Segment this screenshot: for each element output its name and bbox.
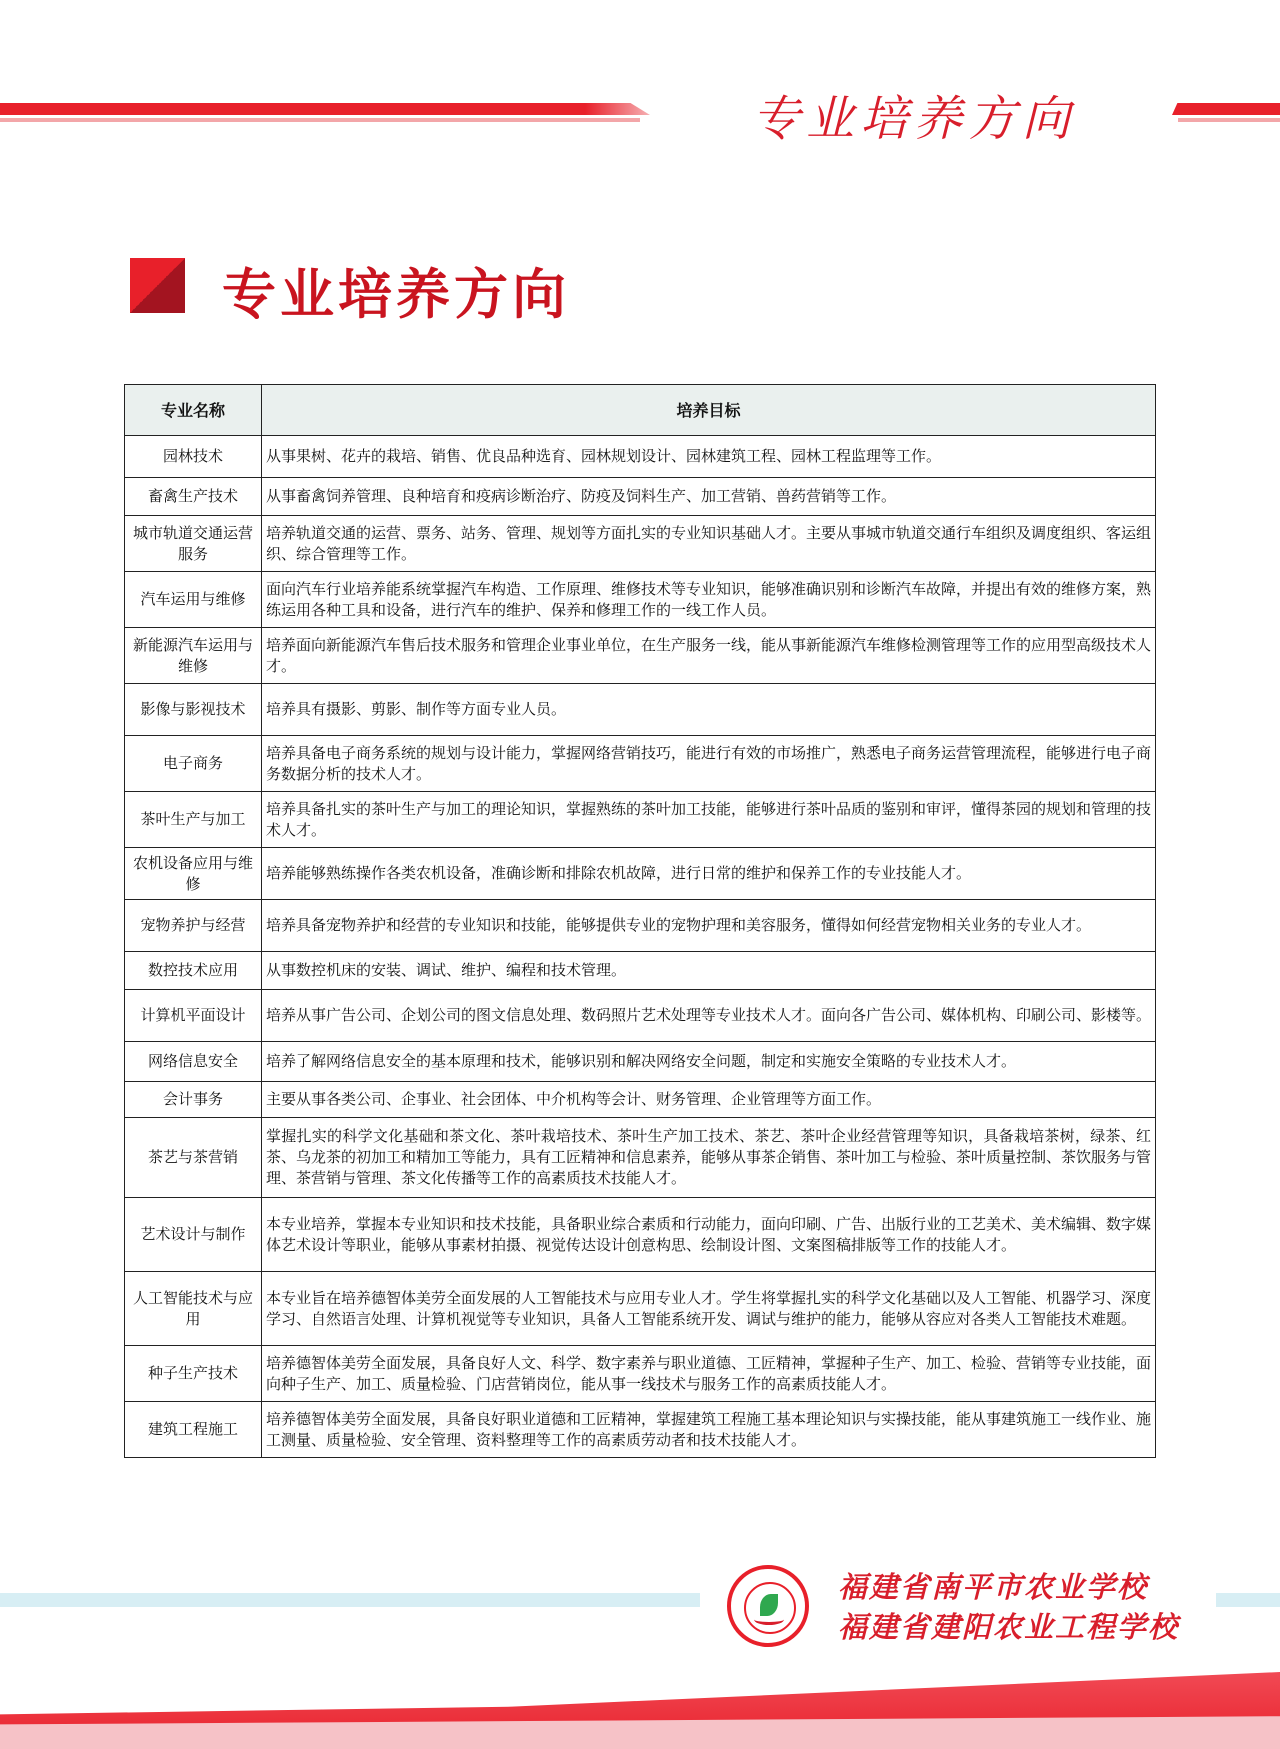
training-goal-cell: 掌握扎实的科学文化基础和茶文化、茶叶栽培技术、茶叶生产加工技术、茶艺、茶叶企业经营管理等知识，具备栽培茶树，绿茶、红茶、乌龙茶的初加工和精加工等能力，具有工匠精神和信息素养，能够从事茶企销售、茶叶加工与检验、茶叶质量控制、茶饮服务与管理、茶营销与管理、茶文化传播等工作的高素质技术技能人才。 xyxy=(262,1118,1156,1198)
training-goal-cell: 从事畜禽饲养管理、良种培育和疫病诊断治疗、防疫及饲料生产、加工营销、兽药营销等工作。 xyxy=(262,478,1156,516)
table-row xyxy=(125,736,1156,792)
training-goal-cell: 培养能够熟练操作各类农机设备，准确诊断和排除农机故障，进行日常的维护和保养工作的专业技能人才。 xyxy=(262,848,1156,900)
book-icon xyxy=(754,1614,784,1625)
training-goal-cell: 培养面向新能源汽车售后技术服务和管理企业事业单位，在生产服务一线，能从事新能源汽车维修检测管理等工作的应用型高级技术人才。 xyxy=(262,628,1156,684)
training-goal-cell: 培养了解网络信息安全的基本原理和技术，能够识别和解决网络安全问题，制定和实施安全策略的专业技术人才。 xyxy=(262,1042,1156,1082)
section-title: 专业培养方向 xyxy=(222,263,570,326)
major-name-cell: 新能源汽车运用与维修 xyxy=(125,628,262,684)
top-decor-line-left xyxy=(0,118,640,122)
table-row xyxy=(125,478,1156,516)
major-name-cell: 建筑工程施工 xyxy=(125,1402,262,1458)
table-body xyxy=(125,436,1156,1458)
table-row xyxy=(125,684,1156,736)
bottom-decor-bar-right xyxy=(1216,1593,1280,1607)
training-goal-cell: 培养德智体美劳全面发展，具备良好人文、科学、数字素养与职业道德、工匠精神，掌握种子生产、加工、检验、营销等专业技能，面向种子生产、加工、质量检验、门店营销岗位，能从事一线技术与服务工作的高素质技能人才。 xyxy=(262,1346,1156,1402)
school-names xyxy=(838,1567,1179,1647)
training-goal-cell: 培养具备宠物养护和经营的专业知识和技能，能够提供专业的宠物护理和美容服务，懂得如何经营宠物相关业务的专业人才。 xyxy=(262,900,1156,952)
top-decor-line-right xyxy=(1178,118,1280,122)
major-name-cell: 汽车运用与维修 xyxy=(125,572,262,628)
leaf-icon xyxy=(760,1594,778,1616)
major-name-cell: 电子商务 xyxy=(125,736,262,792)
top-decor-bar-left xyxy=(0,103,650,115)
table-header-row xyxy=(125,385,1156,436)
major-name-cell: 数控技术应用 xyxy=(125,952,262,990)
table-row xyxy=(125,1346,1156,1402)
training-goal-cell: 主要从事各类公司、企事业、社会团体、中介机构等会计、财务管理、企业管理等方面工作。 xyxy=(262,1082,1156,1118)
table-row xyxy=(125,900,1156,952)
bottom-decor-bar-left xyxy=(0,1593,700,1607)
major-name-cell: 艺术设计与制作 xyxy=(125,1198,262,1272)
major-name-cell: 会计事务 xyxy=(125,1082,262,1118)
major-name-cell: 人工智能技术与应用 xyxy=(125,1272,262,1346)
major-name-cell: 园林技术 xyxy=(125,436,262,478)
major-name-cell: 宠物养护与经营 xyxy=(125,900,262,952)
training-goal-cell: 培养从事广告公司、企划公司的图文信息处理、数码照片艺术处理等专业技术人才。面向各广告公司、媒体机构、印刷公司、影楼等。 xyxy=(262,990,1156,1042)
training-goal-cell: 培养轨道交通的运营、票务、站务、管理、规划等方面扎实的专业知识基础人才。主要从事城市轨道交通行车组织及调度组织、客运组织、综合管理等工作。 xyxy=(262,516,1156,572)
emblem-inner-ring xyxy=(744,1582,796,1634)
table-row xyxy=(125,572,1156,628)
table-row xyxy=(125,516,1156,572)
table-row xyxy=(125,952,1156,990)
table-row xyxy=(125,848,1156,900)
school-name-2: 福建省建阳农业工程学校 xyxy=(838,1610,1180,1644)
major-name-cell: 畜禽生产技术 xyxy=(125,478,262,516)
table-row xyxy=(125,792,1156,848)
top-decor-bar-right xyxy=(1172,103,1280,115)
major-name-cell: 种子生产技术 xyxy=(125,1346,262,1402)
major-name-cell: 网络信息安全 xyxy=(125,1042,262,1082)
training-goal-cell: 培养具备电子商务系统的规划与设计能力，掌握网络营销技巧，能进行有效的市场推广，熟悉电子商务运营管理流程，能够进行电子商务数据分析的技术人才。 xyxy=(262,736,1156,792)
table-row xyxy=(125,1272,1156,1346)
training-goal-cell: 培养德智体美劳全面发展，具备良好职业道德和工匠精神，掌握建筑工程施工基本理论知识与实操技能，能从事建筑施工一线作业、施工测量、质量检验、安全管理、资料整理等工作的高素质劳动者和技术技能人才。 xyxy=(262,1402,1156,1458)
training-goal-cell: 培养具有摄影、剪影、制作等方面专业人员。 xyxy=(262,684,1156,736)
training-goal-cell: 面向汽车行业培养能系统掌握汽车构造、工作原理、维修技术等专业知识，能够准确识别和诊断汽车故障，并提出有效的维修方案，熟练运用各种工具和设备，进行汽车的维护、保养和修理工作的一线工作人员。 xyxy=(262,572,1156,628)
training-goal-cell: 培养具备扎实的茶叶生产与加工的理论知识，掌握熟练的茶叶加工技能，能够进行茶叶品质的鉴别和审评，懂得茶园的规划和管理的技术人才。 xyxy=(262,792,1156,848)
training-goal-cell: 本专业培养，掌握本专业知识和技术技能，具备职业综合素质和行动能力，面向印刷、广告、出版行业的工艺美术、美术编辑、数字媒体艺术设计等职业，能够从事素材拍摄、视觉传达设计创意构思、绘制设计图、文案图稿排版等工作的技能人才。 xyxy=(262,1198,1156,1272)
major-name-cell: 茶艺与茶营销 xyxy=(125,1118,262,1198)
school-emblem-icon xyxy=(727,1565,809,1647)
major-name-cell: 农机设备应用与维修 xyxy=(125,848,262,900)
major-name-cell: 计算机平面设计 xyxy=(125,990,262,1042)
header-title: 专业培养方向 xyxy=(752,91,1077,147)
table-row xyxy=(125,990,1156,1042)
table-row xyxy=(125,1082,1156,1118)
table-row xyxy=(125,1042,1156,1082)
training-goal-cell: 从事数控机床的安装、调试、维护、编程和技术管理。 xyxy=(262,952,1156,990)
table-row xyxy=(125,1118,1156,1198)
major-name-cell: 茶叶生产与加工 xyxy=(125,792,262,848)
section-marker-icon xyxy=(130,258,185,313)
major-table xyxy=(124,384,1156,1458)
table-row xyxy=(125,436,1156,478)
column-header-name: 专业名称 xyxy=(125,385,262,436)
school-name-1: 福建省南平市农业学校 xyxy=(838,1570,1149,1604)
major-name-cell: 城市轨道交通运营服务 xyxy=(125,516,262,572)
training-goal-cell: 本专业旨在培养德智体美劳全面发展的人工智能技术与应用专业人才。学生将掌握扎实的科学文化基础以及人工智能、机器学习、深度学习、自然语言处理、计算机视觉等专业知识，具备人工智能系统开发、调试与维护的能力，能够从容应对各类人工智能技术难题。 xyxy=(262,1272,1156,1346)
training-goal-cell: 从事果树、花卉的栽培、销售、优良品种选育、园林规划设计、园林建筑工程、园林工程监理等工作。 xyxy=(262,436,1156,478)
table-row xyxy=(125,628,1156,684)
column-header-goal: 培养目标 xyxy=(262,385,1156,436)
table-row xyxy=(125,1198,1156,1272)
table-row xyxy=(125,1402,1156,1458)
major-name-cell: 影像与影视技术 xyxy=(125,684,262,736)
